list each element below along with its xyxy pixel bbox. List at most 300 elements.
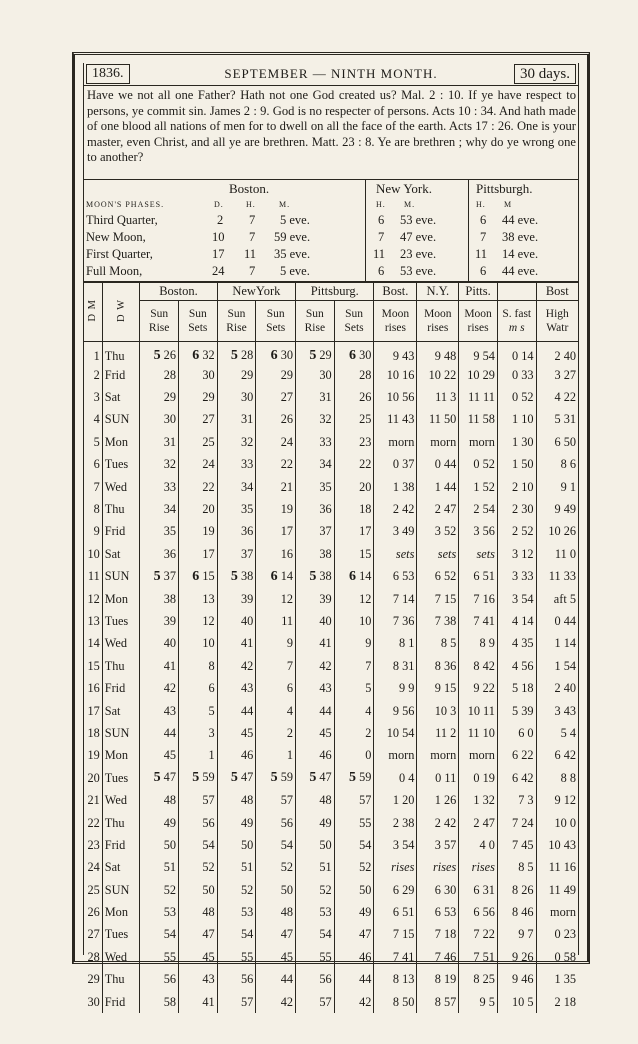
subheader-cell: Moon rises: [374, 301, 417, 342]
table-cell: 35: [140, 521, 179, 543]
table-cell: 16: [256, 543, 296, 565]
table-cell: 0 11: [417, 767, 459, 789]
table-cell: 7 46: [417, 946, 459, 968]
table-row: [84, 610, 578, 632]
table-cell: 54: [256, 834, 296, 856]
table-cell: Frid: [102, 991, 140, 1013]
table-cell: 10 29: [459, 364, 498, 386]
table-cell: 5 47: [217, 767, 256, 789]
table-cell: 31: [217, 409, 256, 431]
table-cell: 44: [256, 969, 296, 991]
table-cell: 15: [334, 543, 374, 565]
table-cell: 32: [296, 409, 335, 431]
phase-hour: 6: [480, 264, 487, 278]
table-cell: 34: [217, 476, 256, 498]
subheader-cell: Sun Sets: [178, 301, 217, 342]
table-cell: 17: [256, 521, 296, 543]
year-label: 1836.: [86, 64, 130, 84]
table-cell: 39: [217, 588, 256, 610]
table-cell: 54: [334, 834, 374, 856]
table-cell: 6 22: [497, 745, 536, 767]
table-cell: 9 56: [374, 700, 417, 722]
table-cell: rises: [459, 857, 498, 879]
table-cell: 1 20: [374, 789, 417, 811]
table-cell: 57: [178, 789, 217, 811]
table-cell: 6 42: [554, 748, 576, 763]
table-cell: sets: [417, 543, 459, 565]
table-cell: 51: [296, 857, 335, 879]
table-cell: 8 6: [560, 457, 576, 472]
table-cell: morn: [417, 745, 459, 767]
table-cell: 0 33: [497, 364, 536, 386]
table-sub-header: [84, 301, 578, 342]
title-row: [84, 63, 578, 86]
table-cell: 11 0: [554, 546, 576, 561]
table-cell: 3 27: [554, 367, 576, 382]
table-cell: 32: [217, 431, 256, 453]
table-cell: 55: [217, 946, 256, 968]
table-cell: rises: [374, 857, 417, 879]
table-cell: 3 52: [417, 521, 459, 543]
phase-col-hour: H.: [246, 200, 256, 209]
table-cell: 46: [334, 946, 374, 968]
table-cell: 50: [296, 834, 335, 856]
table-cell: 7 38: [417, 610, 459, 632]
table-cell: 48: [256, 901, 296, 923]
table-cell: 9 22: [459, 677, 498, 699]
table-cell: 6: [178, 677, 217, 699]
table-cell: 8 8: [560, 770, 576, 785]
table-cell: 30: [84, 991, 102, 1013]
phase-col-min: M.: [404, 200, 416, 209]
table-cell: 44: [217, 700, 256, 722]
table-cell: 11 50: [417, 409, 459, 431]
table-cell: 42: [217, 655, 256, 677]
table-cell: 55: [140, 946, 179, 968]
table-row: [84, 901, 578, 923]
phase-minute: 44 eve.: [502, 213, 539, 227]
table-cell: 22: [178, 476, 217, 498]
table-cell: 9: [334, 633, 374, 655]
table-cell: 8 57: [417, 991, 459, 1013]
table-cell: 51: [140, 857, 179, 879]
table-cell: 5 29: [296, 342, 335, 365]
table-row: [84, 857, 578, 879]
table-cell: Wed: [102, 946, 140, 968]
table-cell: Sat: [102, 857, 140, 879]
table-cell: 52: [296, 879, 335, 901]
table-cell: 1: [178, 745, 217, 767]
table-cell: 5 59: [178, 767, 217, 789]
group-blank: [497, 283, 536, 301]
table-cell: 49: [140, 812, 179, 834]
table-cell: 0 23: [554, 927, 576, 942]
table-cell: Mon: [102, 901, 140, 923]
table-cell: 6 52: [417, 566, 459, 588]
table-cell: 20: [84, 767, 102, 789]
table-cell: 5 31: [554, 412, 576, 427]
table-row: [84, 342, 578, 365]
table-cell: 3 54: [497, 588, 536, 610]
phase-minute: 38 eve.: [502, 230, 539, 244]
phase-hour: 7: [249, 230, 256, 244]
table-row: [84, 834, 578, 856]
table-cell: 29: [256, 364, 296, 386]
table-cell: 34: [296, 454, 335, 476]
phase-row: [84, 230, 578, 246]
table-cell: Frid: [102, 677, 140, 699]
table-cell: 2 38: [374, 812, 417, 834]
table-row: [84, 588, 578, 610]
table-cell: 50: [140, 834, 179, 856]
phase-minute: 23 eve.: [400, 247, 437, 261]
table-cell: 8 19: [417, 969, 459, 991]
table-cell: 1: [256, 745, 296, 767]
table-cell: 5 37: [140, 566, 179, 588]
table-cell: 50: [217, 834, 256, 856]
table-cell: 7 15: [374, 924, 417, 946]
subheader-cell: Sun Sets: [334, 301, 374, 342]
table-cell: 40: [140, 633, 179, 655]
table-cell: 33: [140, 476, 179, 498]
phase-hour: 7: [249, 264, 256, 278]
table-row: [84, 566, 578, 588]
table-cell: 1 14: [554, 636, 576, 651]
table-cell: 17: [178, 543, 217, 565]
table-cell: 3: [84, 386, 102, 408]
table-cell: 10: [84, 543, 102, 565]
table-cell: 8 13: [374, 969, 417, 991]
table-cell: 2 42: [374, 498, 417, 520]
table-cell: 6 0: [497, 722, 536, 744]
table-cell: 12: [84, 588, 102, 610]
table-cell: 5 59: [334, 767, 374, 789]
phase-minute: 53 eve.: [400, 213, 437, 227]
table-cell: 6 53: [374, 566, 417, 588]
table-cell: 56: [296, 969, 335, 991]
table-cell: 6 14: [256, 566, 296, 588]
table-cell: 25: [84, 879, 102, 901]
table-cell: Wed: [102, 789, 140, 811]
calendar-table: [84, 283, 578, 1013]
table-cell: 43: [178, 969, 217, 991]
table-cell: 26: [84, 901, 102, 923]
table-cell: 6: [256, 677, 296, 699]
table-cell: sets: [459, 543, 498, 565]
table-cell: 9 1: [560, 479, 576, 494]
table-row: [84, 924, 578, 946]
phases-label: MOON'S PHASES.: [86, 200, 165, 209]
table-cell: 54: [296, 924, 335, 946]
phase-minute: 44 eve.: [502, 264, 539, 278]
table-cell: 2 42: [417, 812, 459, 834]
table-cell: 9 49: [554, 502, 576, 517]
table-cell: 39: [296, 588, 335, 610]
table-cell: 6: [84, 454, 102, 476]
table-cell: 32: [140, 454, 179, 476]
table-cell: 4: [256, 700, 296, 722]
table-cell: Mon: [102, 588, 140, 610]
table-row: [84, 969, 578, 991]
table-cell: 11 43: [374, 409, 417, 431]
table-cell: 48: [296, 789, 335, 811]
table-cell: 11 16: [548, 860, 576, 875]
table-cell: Thu: [102, 969, 140, 991]
table-cell: 7 36: [374, 610, 417, 632]
group-bost-water: Bost: [536, 283, 578, 301]
phase-name: First Quarter,: [86, 247, 153, 261]
table-cell: 38: [140, 588, 179, 610]
table-cell: Tues: [102, 924, 140, 946]
table-row: [84, 946, 578, 968]
table-cell: 30: [140, 409, 179, 431]
table-cell: 10 26: [548, 524, 576, 539]
phase-city-boston: Boston.: [229, 181, 270, 196]
table-cell: 27: [84, 924, 102, 946]
table-cell: 44: [140, 722, 179, 744]
table-cell: 19: [84, 745, 102, 767]
table-cell: 57: [256, 789, 296, 811]
table-cell: 17: [84, 700, 102, 722]
table-cell: 53: [296, 901, 335, 923]
table-cell: 0 37: [374, 454, 417, 476]
phase-col-min: M.: [279, 200, 291, 209]
table-cell: 16: [84, 677, 102, 699]
table-cell: 20: [334, 476, 374, 498]
table-cell: 52: [178, 857, 217, 879]
table-cell: 7 24: [497, 812, 536, 834]
table-cell: 3 56: [459, 521, 498, 543]
subheader-cell: Sun Sets: [256, 301, 296, 342]
table-cell: 26: [256, 409, 296, 431]
table-cell: 3 49: [374, 521, 417, 543]
subheader-cell: High Watr: [536, 301, 578, 342]
table-cell: 35: [217, 498, 256, 520]
phase-city-newyork: New York.: [376, 181, 432, 196]
table-cell: 6 42: [497, 767, 536, 789]
table-cell: 6 51: [374, 901, 417, 923]
table-cell: 1 32: [459, 789, 498, 811]
table-cell: 18: [334, 498, 374, 520]
table-cell: 1 10: [497, 409, 536, 431]
table-cell: 5 4: [560, 725, 576, 740]
table-cell: 1 52: [459, 476, 498, 498]
table-cell: 46: [217, 745, 256, 767]
table-cell: Sat: [102, 543, 140, 565]
table-cell: 9: [256, 633, 296, 655]
table-row: [84, 364, 578, 386]
table-cell: 3 33: [497, 566, 536, 588]
table-cell: 55: [296, 946, 335, 968]
table-cell: 8 9: [459, 633, 498, 655]
table-cell: 14: [84, 633, 102, 655]
table-cell: 4 0: [459, 834, 498, 856]
table-row: [84, 789, 578, 811]
table-row: [84, 431, 578, 453]
table-cell: 19: [178, 521, 217, 543]
table-cell: 5: [84, 431, 102, 453]
table-cell: 2 10: [497, 476, 536, 498]
table-cell: 0 52: [497, 386, 536, 408]
table-cell: 9 7: [497, 924, 536, 946]
table-cell: 47: [256, 924, 296, 946]
scripture-text: Have we not all one Father? Hath not one God created us? Mal. 2 : 10. If ye have respect to persons, ye commit sin. James 2 : 9. God is no respecter of persons. Acts 10 : 34. And hath made of one blood all nations of men for to dwell on all the face of the earth. Acts 17 : 26. One is your master, even Christ, and all ye are brethren. Matt. 23 : 8. Ye are brethren ; why do ye wrong one to another?: [84, 86, 578, 180]
table-cell: 6 50: [554, 434, 576, 449]
table-cell: 12: [334, 588, 374, 610]
table-cell: 49: [334, 901, 374, 923]
phase-hour: 11: [373, 247, 386, 261]
phase-hour: 7: [249, 213, 256, 227]
phase-col-day: D.: [214, 200, 224, 209]
table-cell: 39: [140, 610, 179, 632]
table-cell: 10 3: [417, 700, 459, 722]
table-cell: 37: [296, 521, 335, 543]
table-cell: 22: [84, 812, 102, 834]
table-row: [84, 386, 578, 408]
table-row: [84, 543, 578, 565]
table-cell: 37: [217, 543, 256, 565]
table-cell: 5: [334, 677, 374, 699]
table-cell: 1: [84, 342, 102, 365]
table-cell: 31: [296, 386, 335, 408]
table-cell: 5 26: [140, 342, 179, 365]
table-cell: 11: [84, 566, 102, 588]
table-cell: 53: [217, 901, 256, 923]
table-cell: 9 43: [374, 342, 417, 365]
table-cell: morn: [459, 431, 498, 453]
table-row: [84, 722, 578, 744]
table-row: [84, 521, 578, 543]
table-cell: 11: [256, 610, 296, 632]
group-pittsburg: Pittsburg.: [296, 283, 374, 301]
table-cell: 49: [217, 812, 256, 834]
table-cell: 30: [178, 364, 217, 386]
phase-hour: 11: [244, 247, 257, 261]
phase-hour: 6: [378, 213, 385, 227]
table-cell: 0 52: [459, 454, 498, 476]
table-cell: 21: [256, 476, 296, 498]
table-cell: Frid: [102, 834, 140, 856]
table-cell: 5 38: [217, 566, 256, 588]
phase-day: 24: [212, 264, 225, 278]
table-cell: 11 11: [459, 386, 498, 408]
table-cell: 28: [84, 946, 102, 968]
table-cell: 25: [178, 431, 217, 453]
table-cell: 47: [178, 924, 217, 946]
table-cell: 49: [296, 812, 335, 834]
table-cell: 8 36: [417, 655, 459, 677]
table-cell: 6 30: [334, 342, 374, 365]
table-cell: 21: [84, 789, 102, 811]
table-cell: 0 58: [554, 949, 576, 964]
table-cell: 22: [334, 454, 374, 476]
table-cell: Tues: [102, 767, 140, 789]
table-cell: 8 5: [417, 633, 459, 655]
group-ny: N.Y.: [417, 283, 459, 301]
phase-minute: 53 eve.: [400, 264, 437, 278]
table-cell: 4 56: [497, 655, 536, 677]
table-cell: 11 49: [548, 882, 576, 897]
table-cell: 52: [256, 857, 296, 879]
calendar-body: [84, 342, 578, 1014]
table-cell: 9 9: [374, 677, 417, 699]
table-cell: 7: [84, 476, 102, 498]
table-cell: 2 40: [554, 348, 576, 363]
table-cell: 0 44: [417, 454, 459, 476]
table-cell: 42: [296, 655, 335, 677]
table-cell: Thu: [102, 498, 140, 520]
table-row: [84, 498, 578, 520]
table-cell: 2 47: [417, 498, 459, 520]
table-cell: 41: [178, 991, 217, 1013]
table-cell: 2: [256, 722, 296, 744]
moon-phases-section: [84, 180, 578, 283]
table-cell: SUN: [102, 879, 140, 901]
phase-name: Third Quarter,: [86, 213, 158, 227]
table-cell: Thu: [102, 655, 140, 677]
table-cell: 3 43: [554, 703, 576, 718]
month-title: SEPTEMBER — NINTH MONTH.: [224, 66, 438, 81]
table-cell: 29: [84, 969, 102, 991]
table-cell: Frid: [102, 521, 140, 543]
table-cell: 9 54: [459, 342, 498, 365]
table-cell: 48: [140, 789, 179, 811]
table-cell: 8 5: [497, 857, 536, 879]
table-row: [84, 454, 578, 476]
table-cell: 5 28: [217, 342, 256, 365]
table-cell: SUN: [102, 566, 140, 588]
table-cell: 6 29: [374, 879, 417, 901]
table-cell: 27: [256, 386, 296, 408]
table-row: [84, 677, 578, 699]
table-cell: 29: [178, 386, 217, 408]
table-cell: 8 42: [459, 655, 498, 677]
phase-hour: 7: [480, 230, 487, 244]
table-cell: 10 43: [548, 837, 576, 852]
table-cell: Mon: [102, 745, 140, 767]
table-cell: 34: [140, 498, 179, 520]
table-cell: 2: [84, 364, 102, 386]
table-cell: 25: [334, 409, 374, 431]
table-cell: 1 50: [497, 454, 536, 476]
table-cell: 54: [140, 924, 179, 946]
table-cell: 8: [178, 655, 217, 677]
group-bost: Bost.: [374, 283, 417, 301]
phase-minute: 47 eve.: [400, 230, 437, 244]
table-cell: 56: [256, 812, 296, 834]
table-cell: sets: [374, 543, 417, 565]
table-cell: 6 30: [417, 879, 459, 901]
table-cell: 48: [217, 789, 256, 811]
table-cell: morn: [374, 745, 417, 767]
table-cell: 12: [256, 588, 296, 610]
group-pitts: Pitts.: [459, 283, 498, 301]
table-cell: 40: [296, 610, 335, 632]
table-cell: 33: [217, 454, 256, 476]
table-cell: 6 31: [459, 879, 498, 901]
table-cell: 22: [256, 454, 296, 476]
table-cell: 56: [217, 969, 256, 991]
table-cell: 30: [296, 364, 335, 386]
table-cell: 52: [334, 857, 374, 879]
table-cell: Thu: [102, 812, 140, 834]
table-cell: 15: [84, 655, 102, 677]
table-cell: 5 39: [497, 700, 536, 722]
almanac-inner-frame: [83, 63, 579, 1009]
table-cell: 56: [140, 969, 179, 991]
table-cell: 23: [84, 834, 102, 856]
table-cell: Mon: [102, 431, 140, 453]
